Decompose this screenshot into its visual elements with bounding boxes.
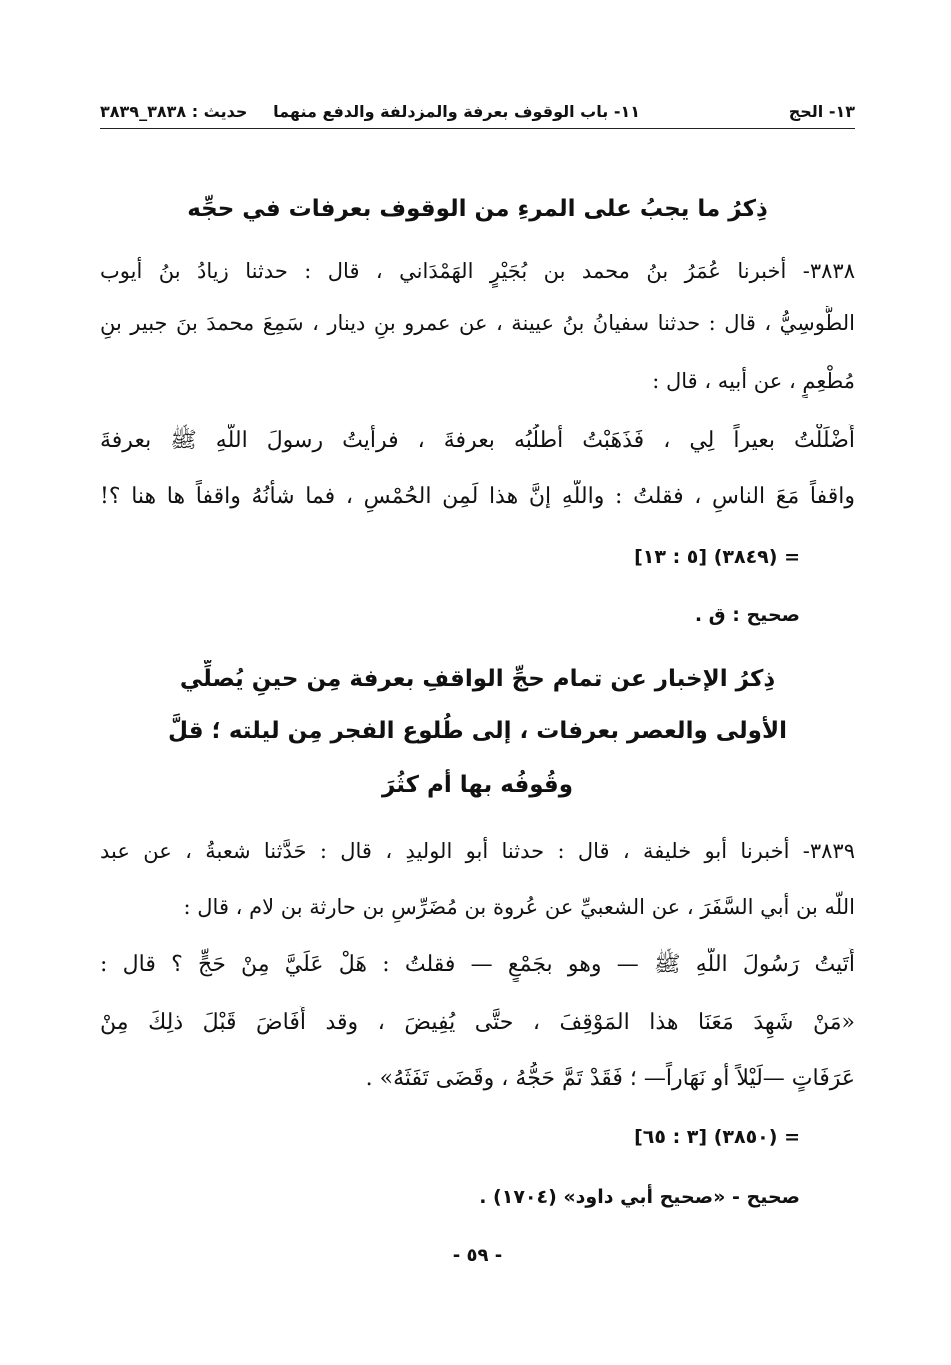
running-header: [100, 100, 855, 129]
cross-reference: = (٣٨٤٩) [٥ : ١٣]: [634, 546, 800, 568]
matn-line: واقفاً مَعَ الناسِ ، فقلتُ : واللّهِ إنَّ هذا لَمِن الحُمْسِ ، فما شأنُهُ واقفاً ها هنا ؟!: [100, 484, 855, 509]
isnad-line: اللّه بن أبي السَّفَرَ ، عن الشعبيِّ عن عُروة بن مُضَرِّسِ بن حارثة بن لام ، قال :: [183, 895, 855, 919]
matn-line: أَضْلَلْتُ بعيراً لِي ، فَذَهَبْتُ أطلُبُه بعرفةَ ، فرأيتُ رسولَ اللّهِ ﷺ بعرفةَ: [100, 428, 855, 453]
header-hadith-range: حديث : ٣٨٣٨_٣٨٣٩: [100, 102, 248, 121]
section-title: وقُوفُه بها أم كثُرَ: [381, 772, 574, 798]
hadith-grade: صحيح - «صحيح أبي داود» (١٧٠٤) .: [479, 1186, 800, 1208]
isnad-line: الطُّوسِيُّ ، قال : حدثنا سفيانُ بنُ عيينة ، عن عمرو بنِ دينار ، سَمِعَ محمدَ بنَ جبير بنِ: [100, 311, 855, 335]
isnad-line: مُطْعِمٍ ، عن أبيه ، قال :: [652, 369, 855, 393]
header-chapter-title: ١١- باب الوقوف بعرفة والمزدلفة والدفع منهما: [273, 102, 640, 121]
matn-line: «مَنْ شَهِدَ مَعَنَا هذا المَوْقِفَ ، حتَّى يُفِيضَ ، وقد أَفَاضَ قَبْلَ ذلِكَ مِنْ: [100, 1010, 855, 1035]
section-title: ذِكرُ ما يجبُ على المرءِ من الوقوف بعرفات في حجِّه: [187, 196, 768, 222]
cross-reference: = (٣٨٥٠) [٣ : ٦٥]: [634, 1126, 800, 1148]
hadith-grade: صحيح : ق .: [694, 604, 800, 626]
page-number: - ٥٩ -: [452, 1245, 503, 1266]
matn-line: أَتَيتُ رَسُولَ اللّهِ ﷺ — وهو بجَمْعٍ — فقلتُ : هَلْ عَلَيَّ مِنْ حَجٍّ ؟ قال :: [100, 952, 855, 977]
section-title: ذِكرُ الإخبار عن تمام حجِّ الواقفِ بعرفة مِن حينِ يُصلِّي: [179, 666, 776, 692]
isnad-line: ٣٨٣٩- أخبرنا أبو خليفة ، قال : حدثنا أبو الوليدِ ، قال : حَدَّثنا شعبةُ ، عن عبد: [100, 839, 855, 863]
section-title: الأولى والعصر بعرفات ، إلى طُلوع الفجر مِن ليلته ؛ قلَّ: [168, 718, 787, 744]
header-book-title: ١٣- الحج: [788, 102, 855, 121]
matn-line: عَرَفَاتٍ —لَيْلاً أو نَهَاراً— ؛ فَقَدْ تَمَّ حَجُّهُ ، وقَضَى تَفَثَهُ» .: [365, 1066, 855, 1091]
isnad-line: ٣٨٣٨- أخبرنا عُمَرُ بنُ محمد بن بُجَيْرٍ الهَمْدَاني ، قال : حدثنا زيادُ بنُ أيوب: [100, 259, 855, 283]
